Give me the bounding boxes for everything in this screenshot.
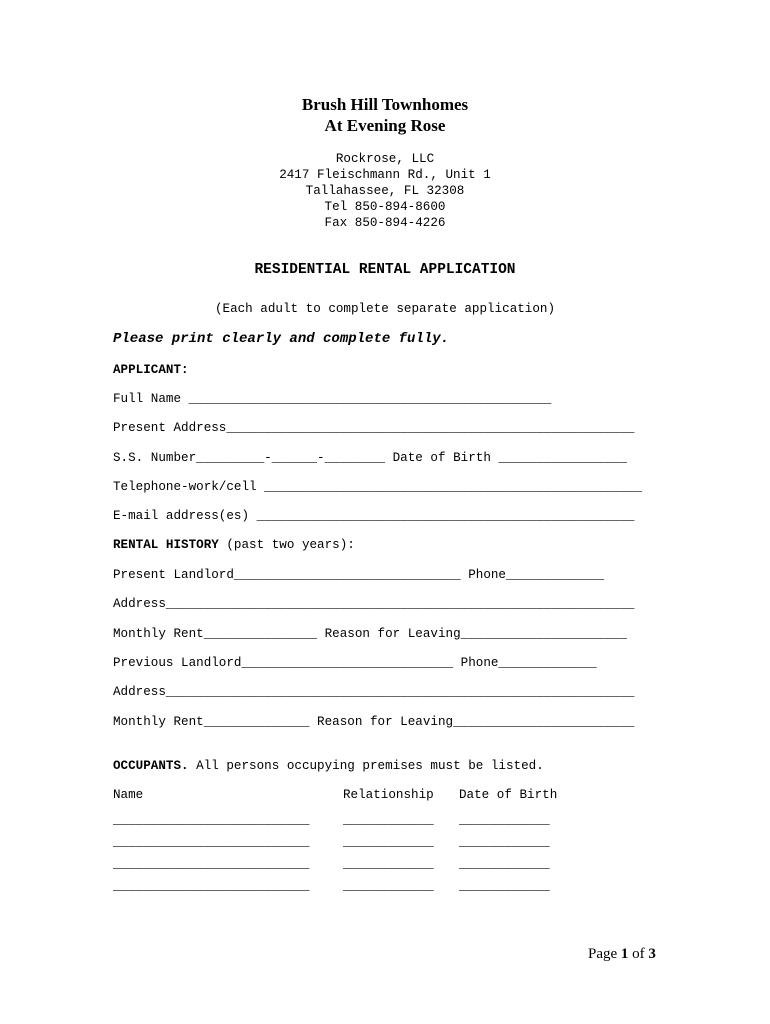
form-title: RESIDENTIAL RENTAL APPLICATION bbox=[254, 262, 516, 278]
form-subtitle: (Each adult to complete separate application) bbox=[214, 302, 556, 316]
previous-landlord-field[interactable]: Previous Landlord____________________________ Phone_____________ bbox=[113, 656, 597, 670]
page-number: Page 1 of 3 bbox=[588, 946, 656, 962]
company-street: 2417 Fleischmann Rd., Unit 1 bbox=[279, 168, 491, 182]
present-rent-field[interactable]: Monthly Rent_______________ Reason for Leaving______________________ bbox=[113, 627, 627, 641]
previous-rent-field[interactable]: Monthly Rent______________ Reason for Leaving________________________ bbox=[113, 715, 635, 729]
previous-landlord-address-field[interactable]: Address______________________________________________________________ bbox=[113, 685, 635, 699]
rental-history-heading: RENTAL HISTORY (past two years): bbox=[113, 538, 355, 552]
company-city: Tallahassee, FL 32308 bbox=[305, 184, 465, 198]
occupant-relationship-field[interactable]: ____________ bbox=[343, 835, 434, 849]
occupant-dob-field[interactable]: ____________ bbox=[459, 857, 550, 871]
occupant-name-field[interactable]: __________________________ bbox=[113, 813, 310, 827]
occupant-dob-field[interactable]: ____________ bbox=[459, 813, 550, 827]
occupant-name-field[interactable]: __________________________ bbox=[113, 879, 310, 893]
applicant-heading: APPLICANT: bbox=[113, 363, 189, 377]
occupant-name-field[interactable]: __________________________ bbox=[113, 857, 310, 871]
present-address-field[interactable]: Present Address______________________________________________________ bbox=[113, 421, 635, 435]
occupants-heading: OCCUPANTS. All persons occupying premises must be listed. bbox=[113, 759, 544, 773]
full-name-field[interactable]: Full Name ________________________________________________ bbox=[113, 392, 552, 406]
occupant-relationship-field[interactable]: ____________ bbox=[343, 813, 434, 827]
present-landlord-field[interactable]: Present Landlord______________________________ Phone_____________ bbox=[113, 568, 605, 582]
company-fax: Fax 850-894-4226 bbox=[324, 216, 446, 230]
occupant-name-field[interactable]: __________________________ bbox=[113, 835, 310, 849]
occupant-relationship-field[interactable]: ____________ bbox=[343, 857, 434, 871]
company-phone: Tel 850-894-8600 bbox=[324, 200, 446, 214]
instruction-text: Please print clearly and complete fully. bbox=[113, 331, 450, 347]
occupants-col-dob: Date of Birth bbox=[459, 788, 558, 802]
present-landlord-address-field[interactable]: Address______________________________________________________________ bbox=[113, 597, 635, 611]
company-name: Rockrose, LLC bbox=[335, 152, 435, 166]
email-field[interactable]: E-mail address(es) __________________________________________________ bbox=[113, 509, 635, 523]
occupant-relationship-field[interactable]: ____________ bbox=[343, 879, 434, 893]
occupants-col-name: Name bbox=[113, 788, 144, 802]
property-subtitle: At Evening Rose bbox=[324, 116, 446, 135]
occupant-dob-field[interactable]: ____________ bbox=[459, 879, 550, 893]
occupant-dob-field[interactable]: ____________ bbox=[459, 835, 550, 849]
occupants-col-relationship: Relationship bbox=[343, 788, 434, 802]
ss-dob-field[interactable]: S.S. Number_________-______-________ Date of Birth _________________ bbox=[113, 451, 627, 465]
property-name: Brush Hill Townhomes bbox=[301, 95, 469, 114]
telephone-field[interactable]: Telephone-work/cell __________________________________________________ bbox=[113, 480, 643, 494]
